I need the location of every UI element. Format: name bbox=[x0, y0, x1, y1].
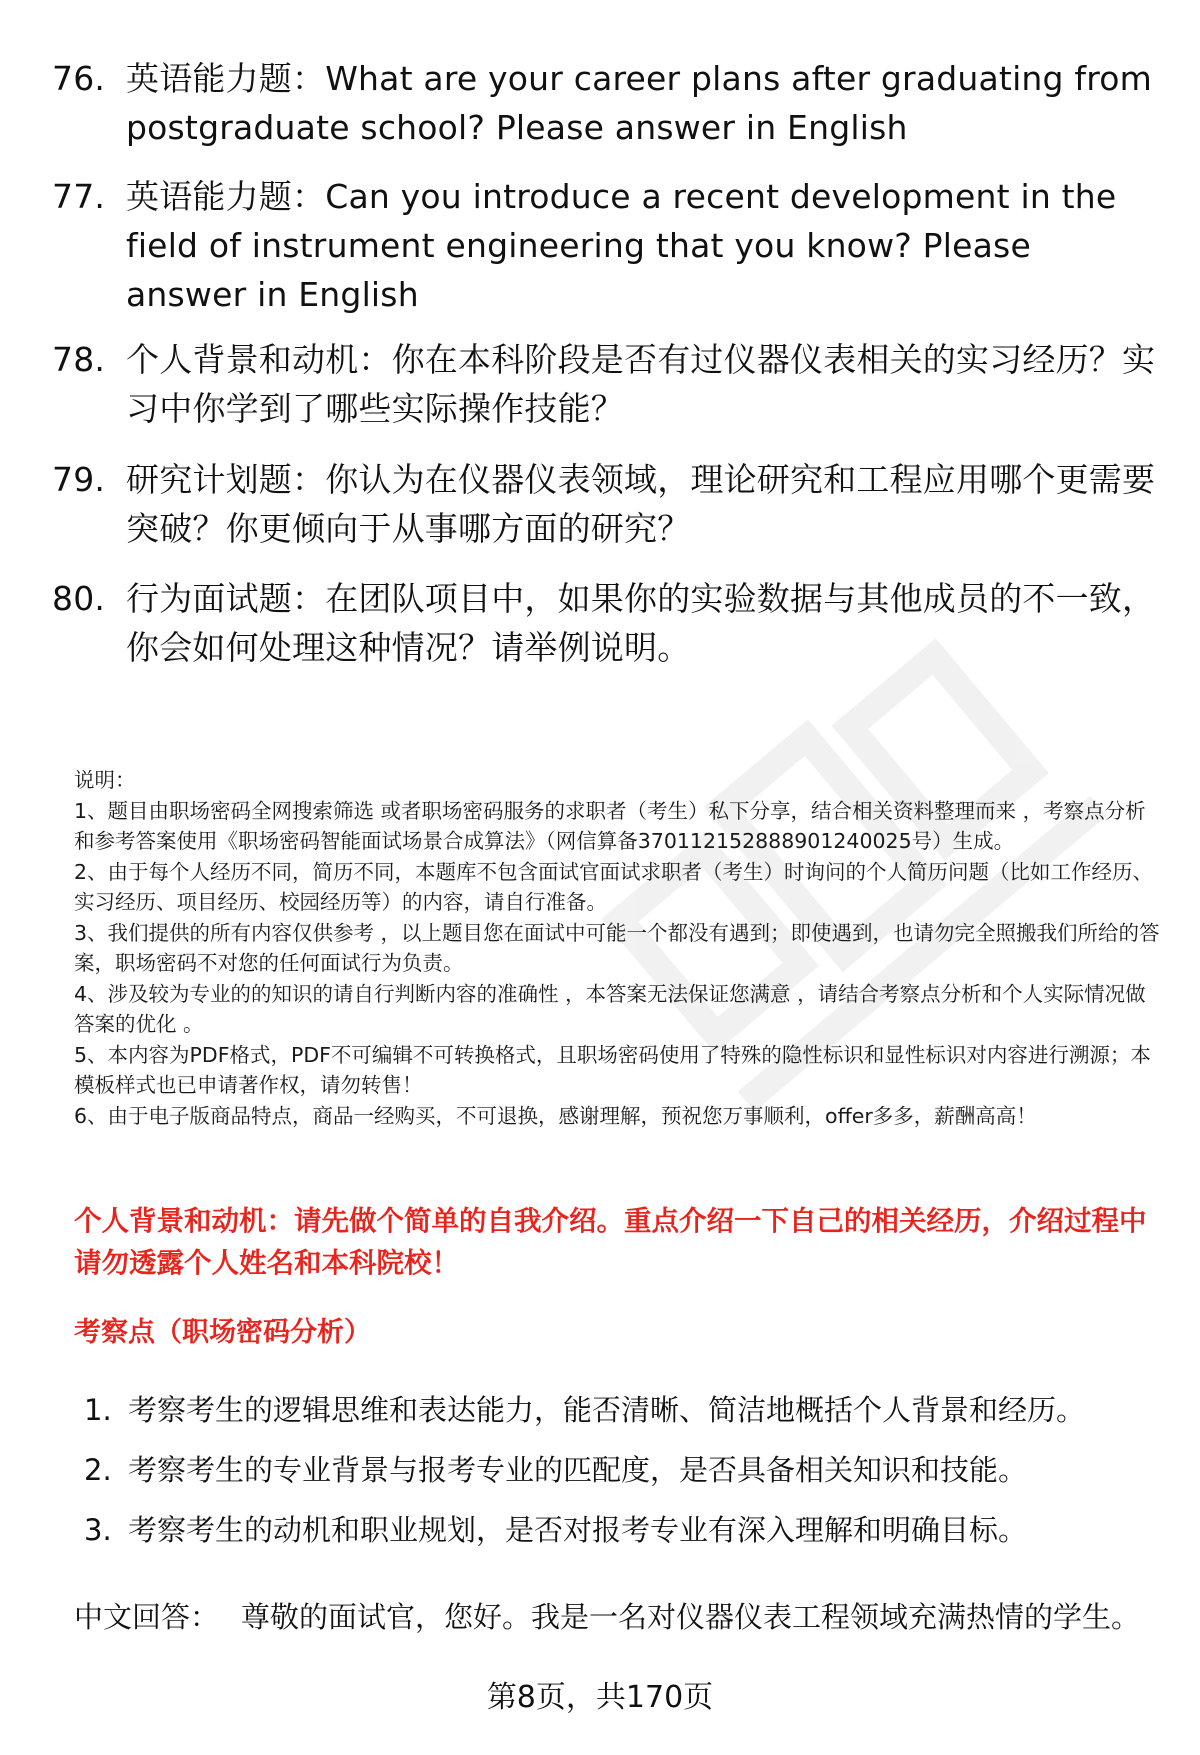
question-78 bbox=[52, 335, 1162, 433]
analysis-point bbox=[84, 1390, 1164, 1450]
question-77 bbox=[52, 172, 1162, 319]
note-item: 2、由于每个人经历不同，简历不同，本题库不包含面试官面试求职者（考生）时询问的个人简历问题（比如工作经历、实习经历、项目经历、校园经历等）的内容，请自行准备。 bbox=[74, 859, 1154, 914]
question-text: 英语能力题：What are your career plans after graduating from postgraduate school? Please answer in English bbox=[126, 59, 1152, 147]
note-item: 6、由于电子版商品特点，商品一经购买，不可退换，感谢理解，预祝您万事顺利，offer多多，薪酬高高！ bbox=[74, 1103, 1037, 1128]
disclaimer-notes bbox=[74, 765, 1164, 1131]
analysis-point bbox=[84, 1450, 1164, 1510]
question-number: 76. bbox=[52, 59, 106, 98]
question-number: 78. bbox=[52, 340, 106, 379]
note-item: 3、我们提供的所有内容仅供参考 ，以上题目您在面试中可能一个都没有遇到；即使遇到，也请勿完全照搬我们所给的答案，职场密码不对您的任何面试行为负责。 bbox=[74, 920, 1160, 975]
point-number: 2. bbox=[84, 1453, 112, 1487]
question-text: 英语能力题：Can you introduce a recent development in the field of instrument engineering that you know? Please answer in English bbox=[126, 177, 1117, 314]
point-number: 1. bbox=[84, 1393, 112, 1427]
question-number: 79. bbox=[52, 460, 106, 499]
note-item: 5、本内容为PDF格式，PDF不可编辑不可转换格式，且职场密码使用了特殊的隐性标识和显性标识对内容进行溯源；本模板样式也已申请著作权，请勿转售！ bbox=[74, 1042, 1151, 1097]
question-76 bbox=[52, 54, 1162, 152]
answer-text: 尊敬的面试官，您好。我是一名对仪器仪表工程领域充满热情的学生。 bbox=[241, 1600, 1141, 1634]
question-text: 行为面试题：在团队项目中，如果你的实验数据与其他成员的不一致，你会如何处理这种情况？请举例说明。 bbox=[126, 579, 1156, 667]
point-text: 考察考生的动机和职业规划，是否对报考专业有深入理解和明确目标。 bbox=[128, 1513, 1028, 1547]
point-number: 3. bbox=[84, 1513, 112, 1547]
answer-label: 中文回答： bbox=[74, 1600, 220, 1634]
answer-paragraph bbox=[74, 1597, 1174, 1637]
question-number: 80. bbox=[52, 579, 106, 618]
question-79 bbox=[52, 455, 1162, 553]
note-item: 1、题目由职场密码全网搜索筛选 或者职场密码服务的求职者（考生）私下分享，结合相关资料整理而来 ，考察点分析和参考答案使用《职场密码智能面试场景合成算法》（网信算备370112152888901240025号）生成。 bbox=[74, 798, 1146, 853]
notes-title: 说明： bbox=[74, 768, 136, 792]
point-text: 考察考生的逻辑思维和表达能力，能否清晰、简洁地概括个人背景和经历。 bbox=[128, 1393, 1086, 1427]
analysis-points bbox=[84, 1390, 1164, 1570]
page-footer: 第8页，共170页 bbox=[486, 1680, 714, 1715]
note-item: 4、涉及较为专业的的知识的请自行判断内容的准确性 ，本答案无法保证您满意 ，请结合考察点分析和个人实际情况做答案的优化 。 bbox=[74, 981, 1146, 1036]
question-80 bbox=[52, 574, 1162, 672]
point-text: 考察考生的专业背景与报考专业的匹配度，是否具备相关知识和技能。 bbox=[128, 1453, 1028, 1487]
question-text: 个人背景和动机：你在本科阶段是否有过仪器仪表相关的实习经历？实习中你学到了哪些实际操作技能？ bbox=[126, 340, 1156, 428]
question-text: 研究计划题：你认为在仪器仪表领域，理论研究和工程应用哪个更需要突破？你更倾向于从事哪方面的研究？ bbox=[126, 460, 1156, 548]
analysis-point bbox=[84, 1510, 1164, 1570]
analysis-heading: 考察点（职场密码分析） bbox=[74, 1317, 371, 1348]
question-number: 77. bbox=[52, 177, 106, 216]
featured-question: 个人背景和动机：请先做个简单的自我介绍。重点介绍一下自己的相关经历，介绍过程中请勿透露个人姓名和本科院校！ bbox=[74, 1205, 1147, 1279]
